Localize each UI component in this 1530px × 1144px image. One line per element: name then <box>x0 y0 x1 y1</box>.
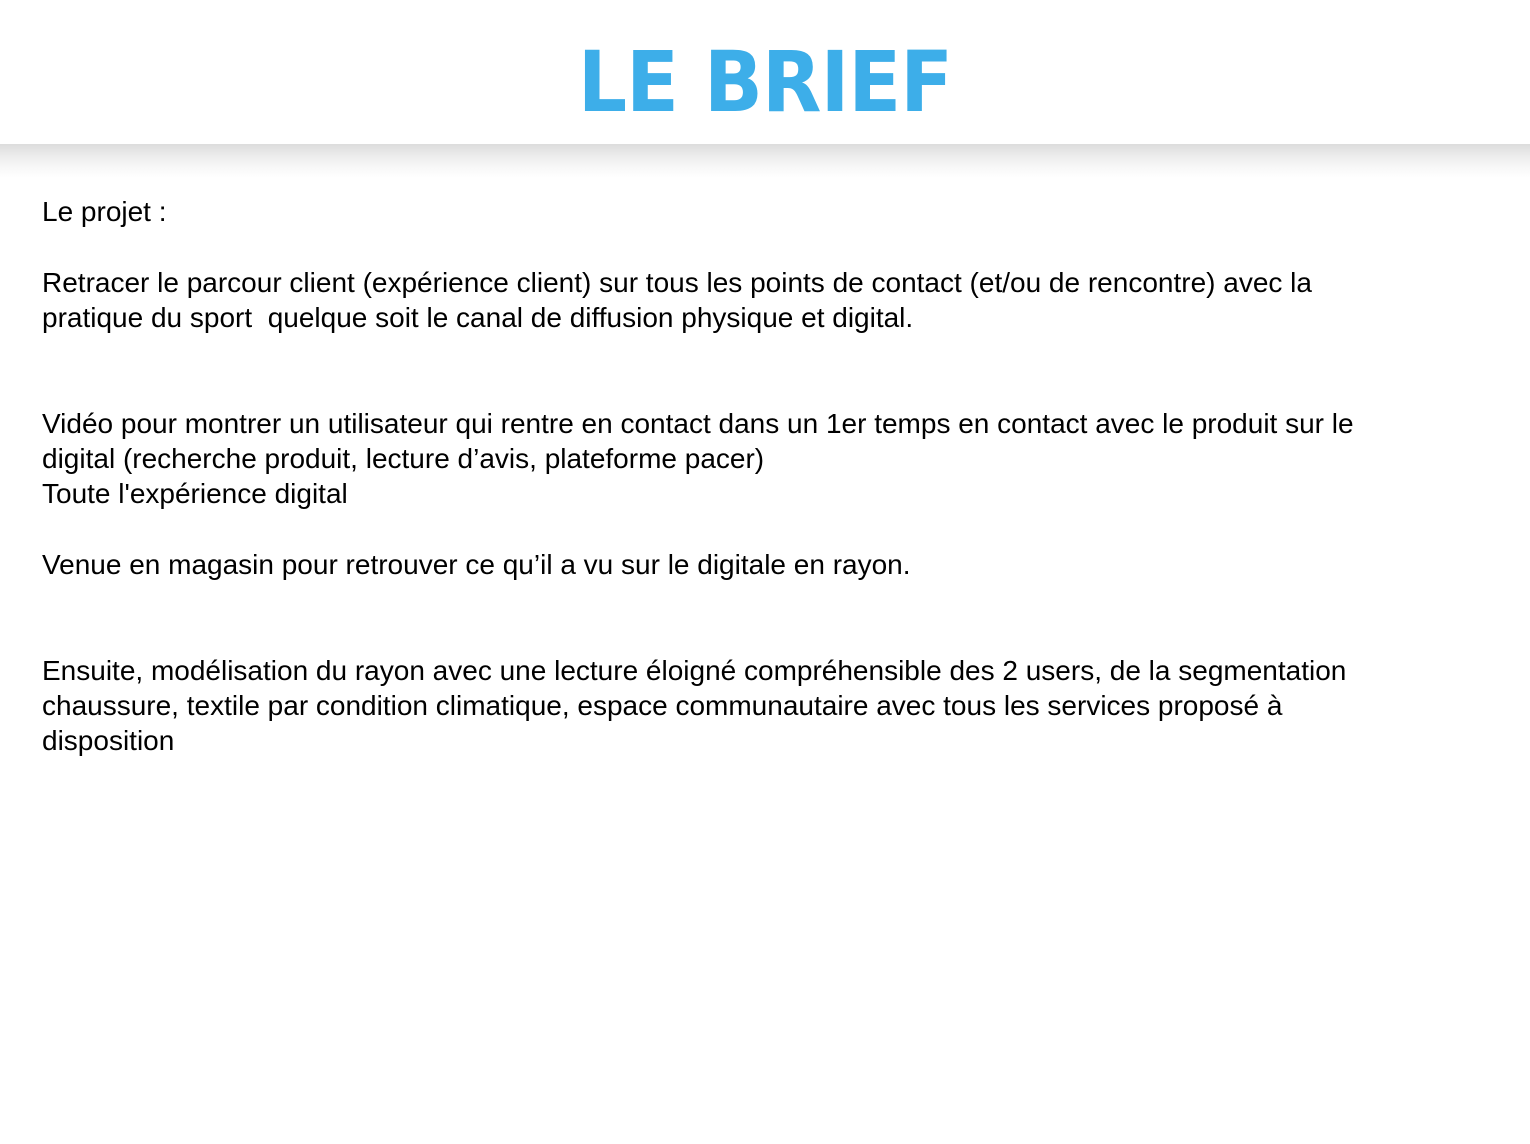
paragraph-line: disposition <box>42 725 175 757</box>
project-label: Le projet : <box>42 196 167 227</box>
paragraph-line: Toute l'expérience digital <box>42 478 348 510</box>
spacer <box>42 335 1482 406</box>
spacer <box>42 229 1482 264</box>
paragraph-line: Retracer le parcour client (expérience client) sur tous les points de contact (et/ou de rencontre) avec la <box>42 266 1312 298</box>
paragraph-line: Venue en magasin pour retrouver ce qu’il a vu sur le digitale en rayon. <box>42 548 911 580</box>
header-shadow-divider <box>0 144 1530 178</box>
paragraph-line: digital (recherche produit, lecture d’avis, plateforme pacer) <box>42 443 765 475</box>
paragraph-video <box>42 406 1482 512</box>
spacer <box>42 582 1482 653</box>
slide-body <box>42 194 1482 759</box>
paragraph-line: Ensuite, modélisation du rayon avec une lecture éloigné compréhensible des 2 users, de la segmentation <box>42 654 1347 686</box>
spacer <box>42 512 1482 547</box>
paragraph-store-visit <box>42 547 1482 582</box>
slide-header <box>0 0 1530 144</box>
paragraph-line: pratique du sport quelque soit le canal de diffusion physique et digital. <box>42 301 914 333</box>
paragraph-line: chaussure, textile par condition climatique, espace communautaire avec tous les services proposé à <box>42 690 1283 722</box>
paragraph-modelisation <box>42 653 1482 759</box>
slide-title: LE BRIEF <box>577 33 953 131</box>
paragraph-line: Vidéo pour montrer un utilisateur qui rentre en contact dans un 1er temps en contact avec le produit sur le <box>42 407 1354 439</box>
paragraph-project-goal <box>42 265 1482 336</box>
